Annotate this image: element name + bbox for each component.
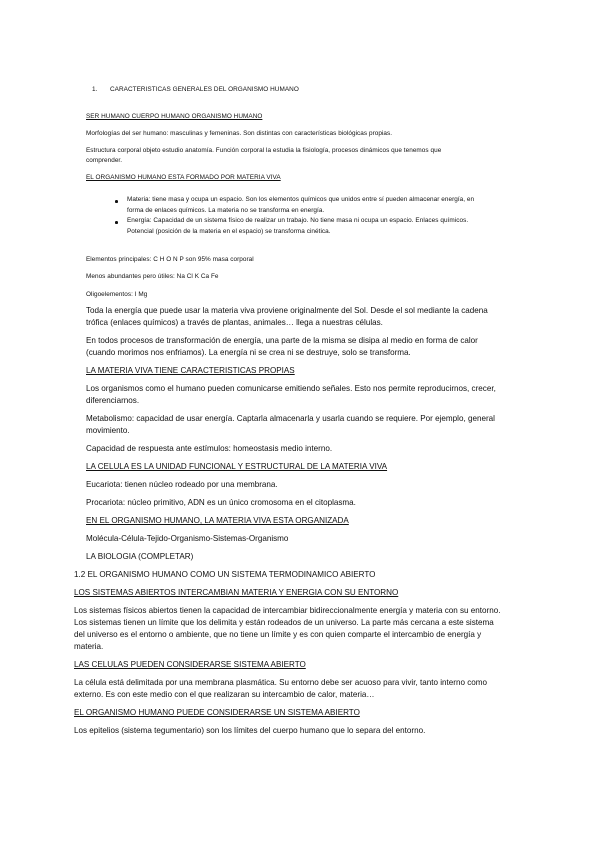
paragraph: Morfologías del ser humano: masculinas y femeninas. Son distintas con características biológicas propias. xyxy=(86,130,393,137)
bullet-text: forma de enlaces químicos. La materia no se transforma en energía. xyxy=(127,207,325,214)
bullet-icon xyxy=(115,221,118,224)
section-title: EN EL ORGANISMO HUMANO, LA MATERIA VIVA ESTA ORGANIZADA xyxy=(86,516,349,525)
paragraph: trófica (enlaces químicos) a través de plantas, animales… llega a nuestras células. xyxy=(86,318,383,327)
paragraph: Estructura corporal objeto estudio anatomía. Función corporal la estudia la fisiología, procesos dinámicos que tenemos que xyxy=(86,147,442,154)
paragraph: materia. xyxy=(74,642,104,651)
paragraph: Los organismos como el humano pueden comunicarse emitiendo señales. Esto nos permite reproducirnos, crecer, xyxy=(86,384,496,393)
bullet-text: Energía: Capacidad de un sistema físico de realizar un trabajo. No tiene masa ni ocupa un espacio. Enlaces químicos. xyxy=(127,217,469,224)
paragraph: La célula está delimitada por una membrana plasmática. Su entorno debe ser acuoso para vivir, tanto interno como xyxy=(74,678,488,687)
heading-1-2: 1.2 EL ORGANISMO HUMANO COMO UN SISTEMA TERMODINAMICO ABIERTO xyxy=(74,570,376,579)
paragraph: Eucariota: tienen núcleo rodeado por una membrana. xyxy=(86,480,278,489)
paragraph: del universo es el entorno o ambiente, que no tiene un límite y es con quien comparte el intercambio de energía y xyxy=(74,630,482,639)
paragraph: Los sistemas físicos abiertos tienen la capacidad de intercambiar bidireccionalmente energía y materia con su entorno. xyxy=(74,606,501,615)
section-title: LA CELULA ES LA UNIDAD FUNCIONAL Y ESTRUCTURAL DE LA MATERIA VIVA xyxy=(86,462,388,471)
paragraph: movimiento. xyxy=(86,426,130,435)
paragraph: comprender. xyxy=(86,157,123,164)
paragraph: Los sistemas tienen un límite que los delimita y están rodeados de un universo. La parte más cercana a este sistema xyxy=(74,618,494,627)
section-title: LA MATERIA VIVA TIENE CARACTERISTICAS PROPIAS xyxy=(86,366,295,375)
paragraph: Procariota: núcleo primitivo, ADN es un único cromosoma en el citoplasma. xyxy=(86,498,356,507)
section-title: SER HUMANO CUERPO HUMANO ORGANISMO HUMANO xyxy=(86,113,263,120)
paragraph: Capacidad de respuesta ante estímulos: homeostasis medio interno. xyxy=(86,444,333,453)
paragraph: (cuando morimos nos enfriamos). La energía ni se crea ni se destruye, solo se transforma. xyxy=(86,348,411,357)
section-title: LAS CELULAS PUEDEN CONSIDERARSE SISTEMA ABIERTO xyxy=(74,660,306,669)
section-title: EL ORGANISMO HUMANO ESTA FORMADO POR MATERIA VIVA xyxy=(86,174,281,181)
paragraph: LA BIOLOGIA (COMPLETAR) xyxy=(86,552,194,561)
section-title: LOS SISTEMAS ABIERTOS INTERCAMBIAN MATERIA Y ENERGIA CON SU ENTORNO xyxy=(74,588,399,597)
heading-title: CARACTERISTICAS GENERALES DEL ORGANISMO HUMANO xyxy=(110,86,299,93)
bullet-icon xyxy=(115,200,118,203)
paragraph: diferenciarnos. xyxy=(86,396,140,405)
heading-number: 1. xyxy=(92,86,98,93)
bullet-text: Materia: tiene masa y ocupa un espacio. Son los elementos químicos que unidos entre sí pueden almacenar energía, en xyxy=(127,196,475,203)
paragraph: Metabolismo: capacidad de usar energía. Captarla almacenarla y usarla cuando se requiere. Por ejemplo, general xyxy=(86,414,495,423)
paragraph: En todos procesos de transformación de energía, una parte de la misma se disipa al medio en forma de calor xyxy=(86,336,478,345)
paragraph: Los epitelios (sistema tegumentario) son los límites del cuerpo humano que lo separa del entorno. xyxy=(74,726,426,735)
elements-line: Menos abundantes pero útiles: Na Cl K Ca Fe xyxy=(86,273,219,280)
paragraph: Molécula-Célula-Tejido-Organismo-Sistemas-Organismo xyxy=(86,534,289,543)
elements-line: Oligoelementos: I Mg xyxy=(86,291,148,298)
elements-line: Elementos principales: C H O N P son 95% masa corporal xyxy=(86,256,254,263)
bullet-text: Potencial (posición de la materia en el espacio) se transforma cinética. xyxy=(127,228,331,235)
paragraph: externo. Es con este medio con el que realizaran su intercambio de calor, materia… xyxy=(74,690,375,699)
paragraph: Toda la energía que puede usar la materia viva proviene originalmente del Sol. Desde el sol mediante la cadena xyxy=(86,306,488,315)
section-title: EL ORGANISMO HUMANO PUEDE CONSIDERARSE UN SISTEMA ABIERTO xyxy=(74,708,360,717)
